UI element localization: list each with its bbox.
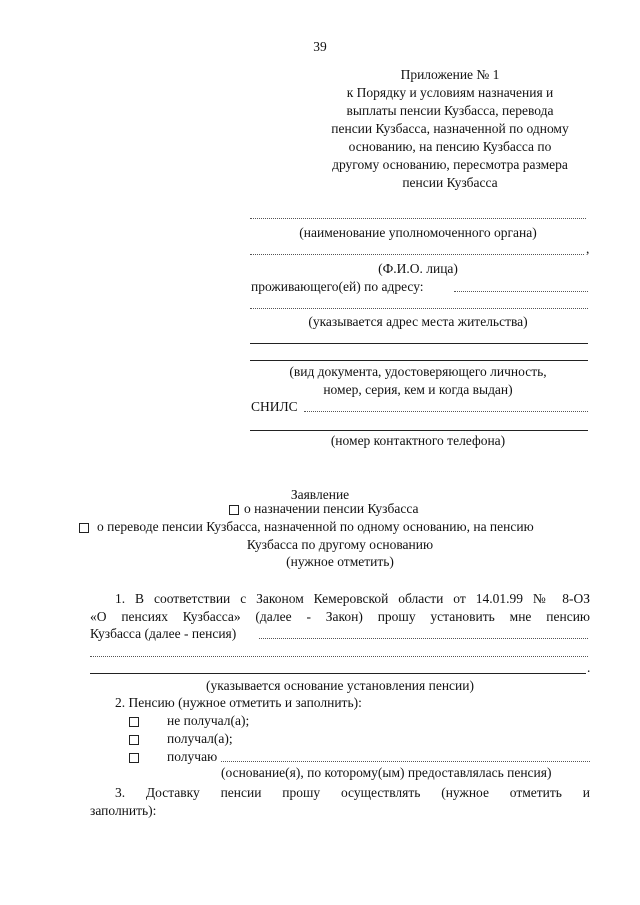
option-transfer-pension-line2: Кузбасса по другому основанию <box>246 537 434 552</box>
appendix-block <box>300 66 600 192</box>
pension-basis-field-2[interactable] <box>90 656 588 657</box>
option-received: получал(а); <box>167 731 233 746</box>
appendix-line: выплаты пенсии Кузбасса, перевода <box>346 103 554 118</box>
checkbox-receiving[interactable] <box>129 753 139 763</box>
appendix-title: Приложение № 1 <box>400 67 500 82</box>
paragraph-3-line2: заполнить): <box>90 803 157 818</box>
paragraph-1-dot: . <box>587 660 591 675</box>
paragraph-2-title: 2. Пенсию (нужное отметить и заполнить): <box>115 695 362 710</box>
residing-label: проживающего(ей) по адресу: <box>251 279 424 294</box>
appendix-line: основанию, на пенсию Кузбасса по <box>348 139 552 154</box>
document-field-2[interactable] <box>250 360 588 361</box>
phone-field[interactable] <box>250 430 588 431</box>
paragraph-1-line1: 1. В соответствии с Законом Кемеровской области от 14.01.99 № 8-ОЗ <box>115 591 590 606</box>
appendix-line: другому основанию, пересмотра размера <box>332 157 568 172</box>
checkbox-assign-pension[interactable] <box>229 505 239 515</box>
snils-field[interactable] <box>304 411 588 412</box>
checkbox-not-received[interactable] <box>129 717 139 727</box>
pension-basis-field-3[interactable] <box>90 673 586 674</box>
checkbox-received[interactable] <box>129 735 139 745</box>
fio-caption: (Ф.И.О. лица) <box>378 261 458 276</box>
receiving-basis-field[interactable] <box>221 761 590 762</box>
appendix-line: к Порядку и условиям назначения и <box>346 85 554 100</box>
option-receiving: получаю <box>167 749 218 764</box>
option-transfer-pension-line1: о переводе пенсии Кузбасса, назначенной по одному основанию, на пенсию <box>97 519 534 534</box>
address-field-2[interactable] <box>250 308 588 309</box>
fio-comma: , <box>586 241 590 256</box>
statement-note: (нужное отметить) <box>286 554 394 569</box>
snils-label: СНИЛС <box>251 399 298 414</box>
pension-basis-field-1[interactable] <box>259 638 588 639</box>
address-caption: (указывается адрес места жительства) <box>308 314 528 329</box>
checkbox-transfer-pension[interactable] <box>79 523 89 533</box>
organ-caption: (наименование уполномоченного органа) <box>299 225 537 240</box>
statement-title: Заявление <box>290 487 350 502</box>
receiving-basis-caption: (основание(я), по которому(ым) предоставлялась пенсия) <box>221 765 552 780</box>
page-number: 39 <box>313 39 327 54</box>
appendix-line: пенсии Кузбасса, назначенной по одному <box>331 121 569 136</box>
document-field-1[interactable] <box>250 343 588 344</box>
document-caption-2: номер, серия, кем и когда выдан) <box>323 382 513 397</box>
paragraph-1-line2: «О пенсиях Кузбасса» (далее - Закон) прошу установить мне пенсию <box>90 609 590 624</box>
paragraph-1-line3: Кузбасса (далее - пенсия) <box>90 626 237 641</box>
option-not-received: не получал(а); <box>167 713 250 728</box>
paragraph-3-line1: 3. Доставку пенсии прошу осуществлять (нужное отметить и <box>115 785 590 800</box>
organ-name-field[interactable] <box>250 218 586 219</box>
fio-field[interactable] <box>250 254 584 255</box>
document-caption-1: (вид документа, удостоверяющего личность, <box>289 364 547 379</box>
option-assign-pension: о назначении пенсии Кузбасса <box>244 501 419 516</box>
appendix-line: пенсии Кузбасса <box>402 175 498 190</box>
phone-caption: (номер контактного телефона) <box>330 433 506 448</box>
pension-basis-caption: (указывается основание установления пенсии) <box>206 678 474 693</box>
address-field-1[interactable] <box>454 291 588 292</box>
